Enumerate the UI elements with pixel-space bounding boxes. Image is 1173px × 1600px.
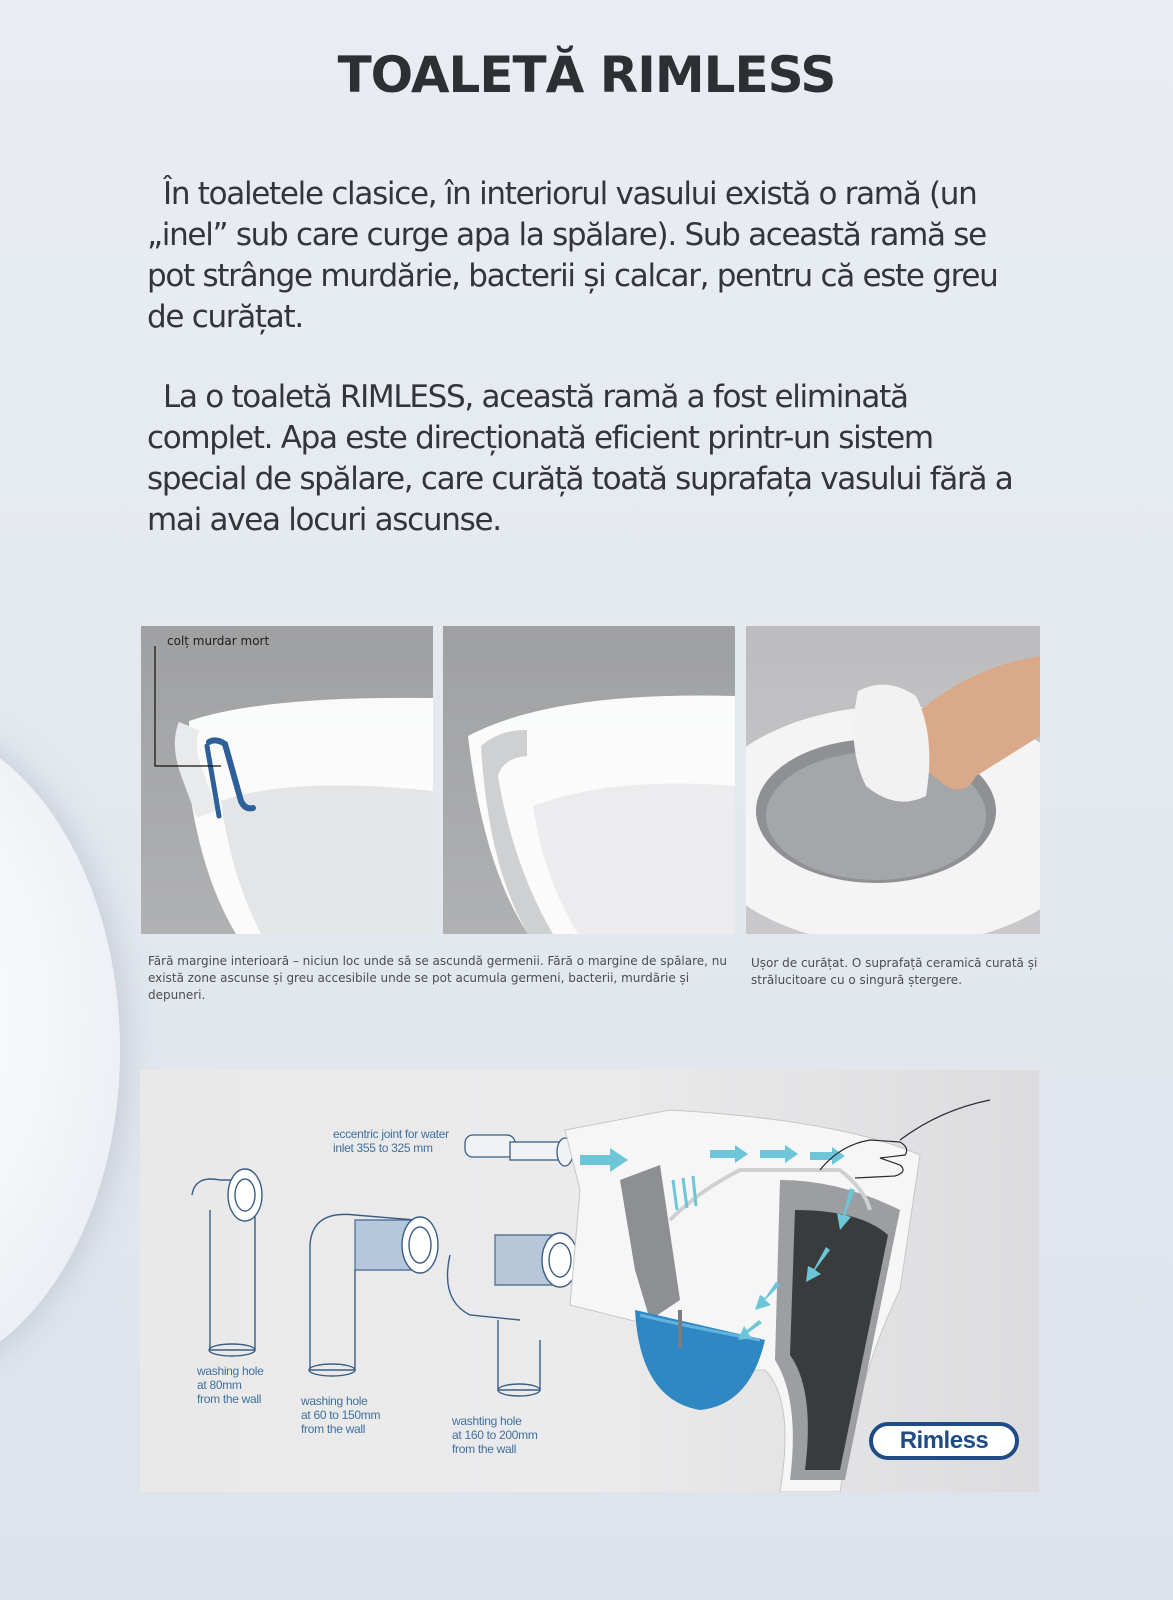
photo-hand-cleaning (746, 626, 1040, 934)
photo-classic-rim-section (141, 626, 433, 934)
pipe-80mm-icon (192, 1169, 262, 1356)
washing-hole-160-200mm-label: washting hole at 160 to 200mm from the wall (452, 1414, 538, 1456)
classic-rim-illustration (141, 626, 433, 934)
photo-rimless-section (443, 626, 735, 934)
eccentric-joint-icon (465, 1135, 573, 1166)
caption-easy-clean: Ușor de curățat. O suprafață ceramică curată și strălucitoare cu o singură ștergere. (751, 956, 1038, 987)
washing-hole-60-150mm-label: washing hole at 60 to 150mm from the wall (301, 1394, 381, 1436)
background-decorative-disc (0, 720, 120, 1380)
rimless-logo-text: Rimless (899, 1427, 989, 1454)
rimless-bowl-section (565, 1110, 920, 1492)
hand-cleaning-illustration (746, 626, 1040, 934)
rimless-technical-diagram (140, 1070, 1039, 1492)
pipe-160-200mm-icon (448, 1233, 579, 1396)
dead-corner-label: colț murdar mort (167, 634, 270, 648)
intro-paragraph-rimless: La o toaletă RIMLESS, această ramă a fost eliminată complet. Apa este direcționată eficient printr-un sistem special de spălare, care curăță toată suprafața vasului fără a mai avea locuri ascunse. (147, 379, 1013, 538)
intro-paragraph-classic: În toaletele clasice, în interiorul vasului există o ramă (un „inel” sub care curge apa la spălare). Sub această ramă se pot strânge murdărie, bacterii și calcar, pentru că este greu de curățat. (147, 176, 998, 335)
page-title: TOALETĂ RIMLESS (337, 46, 836, 104)
rimless-logo-badge (869, 1422, 1019, 1460)
washing-hole-80mm-label: washing hole at 80mm from the wall (197, 1364, 264, 1406)
rimless-section-illustration (443, 626, 735, 934)
caption-no-rim: Fără margine interioară – niciun loc unde să se ascundă germenii. Fără o margine de spălare, nu există zone ascunse și greu accesibile unde se pot acumula germeni, bacterii, murdărie și depuneri. (148, 954, 728, 1002)
eccentric-joint-label: eccentric joint for water inlet 355 to 325 mm (333, 1127, 449, 1155)
pipe-60-150mm-icon (309, 1214, 438, 1376)
